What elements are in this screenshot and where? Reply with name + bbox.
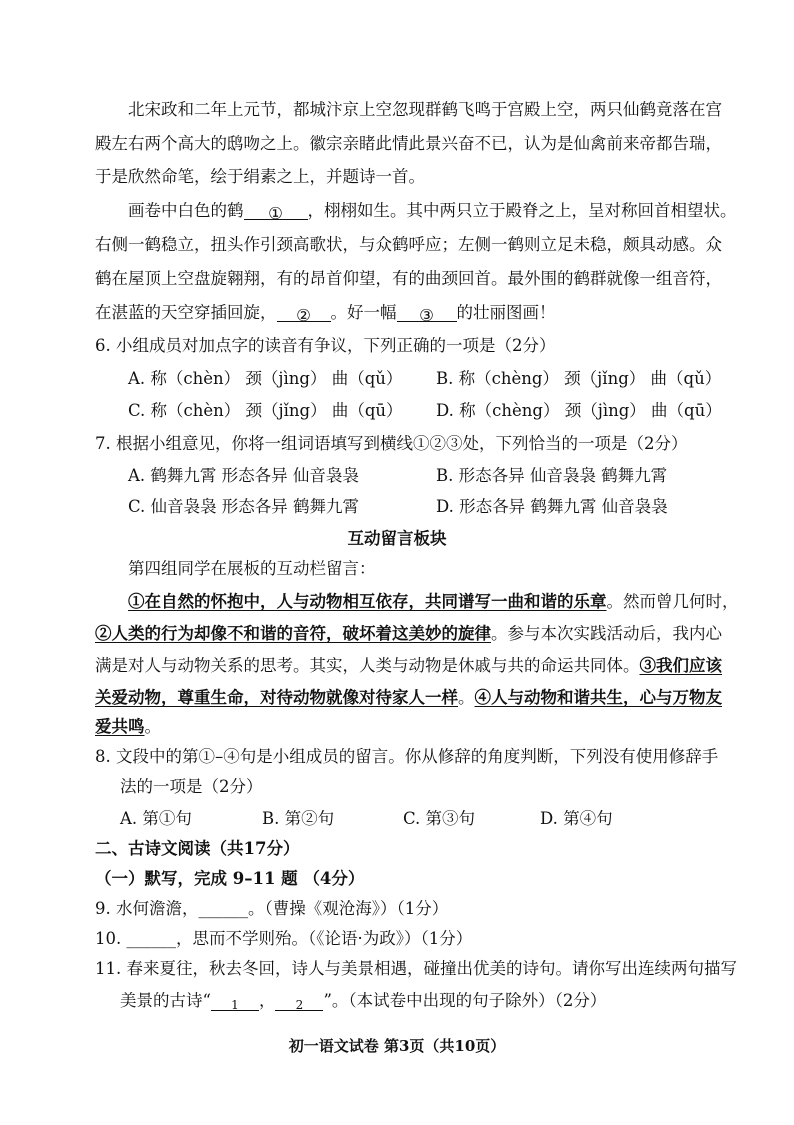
page-footer: 初一语文试卷 第3页（共10页） — [288, 1037, 506, 1055]
text-fragment: 美景的古诗“ — [120, 991, 211, 1010]
q6-option-a: A. 称（chèn） 颈（jìng） 曲（qǔ） — [128, 369, 403, 388]
message-sentence-3: ③我们应该 — [639, 656, 722, 675]
text-fragment: 9. 水何澹澹， — [95, 899, 199, 918]
q6-option-d: D. 称（chèng） 颈（jìng） 曲（qū） — [436, 401, 722, 420]
board-line — [95, 716, 161, 738]
text-fragment: ， — [258, 991, 276, 1010]
intro-line: 殿左右两个高大的鸱吻之上。徽宗亲睹此情此景兴奋不已，认为是仙禽前来帝都告瑞， — [95, 134, 722, 153]
q8-option-b: B. 第②句 — [262, 809, 335, 828]
text-fragment: ，栩栩如生。其中两只立于殿脊之上，呈对称回首相望状。 — [307, 201, 737, 220]
text-fragment: 。参与本次实践活动后，我内心 — [491, 624, 722, 643]
intro-line: 北宋政和二年上元节，都城汴京上空忽现群鹤飞鸣于宫殿上空，两只仙鹤竟落在宫 — [128, 100, 722, 119]
answer-blank: ③ — [397, 305, 457, 322]
text-fragment: 。（曹操《观沧海》）（1分） — [248, 899, 449, 918]
board-intro: 第四组同学在展板的互动栏留言： — [128, 559, 376, 578]
question-11-stem-cont — [120, 990, 606, 1012]
intro-line: 于是欣然命笔，绘于绢素之上，并题诗一首。 — [95, 167, 425, 186]
question-11-stem: 11. 春来夏往，秋去冬回，诗人与美景相遇，碰撞出优美的诗句。请你写出连续两句描写 — [95, 959, 737, 978]
message-sentence-4-cont: 爱共鸣 — [95, 717, 145, 736]
q8-option-a: A. 第①句 — [120, 809, 192, 828]
q8-option-c: C. 第③句 — [403, 809, 476, 828]
text-fragment: 。 — [144, 717, 161, 736]
subsection-title: （一）默写，完成 9–11 题 （4分） — [95, 869, 365, 888]
answer-blank: ② — [277, 305, 331, 322]
question-6-stem: 6. 小组成员对加点字的读音有争议，下列正确的一项是（2分） — [95, 336, 556, 355]
answer-blank: ______ — [126, 929, 176, 948]
message-sentence-3-cont: 关爱动物，尊重生命，对待动物就像对待家人一样 — [95, 688, 458, 707]
q6-option-b: B. 称（chèng） 颈（jǐng） 曲（qǔ） — [436, 369, 722, 388]
board-line — [95, 687, 722, 709]
question-number: 10. — [95, 929, 127, 948]
text-fragment: 。好一幅 — [330, 303, 397, 322]
text-fragment: 。然而曾几何时， — [606, 592, 739, 611]
intro-line — [95, 302, 556, 324]
question-8-stem: 8. 文段中的第①–④句是小组成员的留言。你从修辞的角度判断，下列没有使用修辞手 — [95, 747, 719, 766]
text-fragment: 满是对人与动物关系的思考。其实，人类与动物是休戚与共的命运共同体。 — [95, 656, 640, 675]
q8-option-d: D. 第④句 — [540, 809, 613, 828]
q7-option-b: B. 形态各异 仙音袅袅 鹤舞九霄 — [436, 466, 668, 485]
section-title: 二、古诗文阅读（共17分） — [95, 839, 300, 858]
board-line — [128, 591, 739, 613]
text-fragment: ”。（本试卷中出现的句子除外）（2分） — [323, 991, 607, 1010]
question-8-stem-cont: 法的一项是（2分） — [120, 777, 263, 796]
board-line — [95, 623, 722, 645]
board-line — [95, 655, 722, 677]
text-fragment: 在湛蓝的天空穿插回旋， — [95, 303, 277, 322]
text-fragment: 画卷中白色的鹤 — [128, 201, 244, 220]
answer-blank: ______ — [198, 899, 248, 918]
message-sentence-4: ④人与动物和谐共生，心与万物友 — [474, 688, 722, 707]
intro-line: 右侧一鹤稳立，扭头作引颈高歌状，与众鹤呼应；左侧一鹤则立足未稳，颇具动感。众 — [95, 235, 722, 254]
answer-blank: 1 — [211, 994, 259, 1011]
message-sentence-1: ①在自然的怀抱中，人与动物相互依存，共同谱写一曲和谐的乐章 — [128, 592, 607, 611]
section-heading: 互动留言板块 — [347, 529, 447, 548]
intro-line — [128, 200, 737, 222]
q7-option-d: D. 形态各异 鹤舞九霄 仙音袅袅 — [436, 497, 668, 516]
question-7-stem: 7. 根据小组意见，你将一组词语填写到横线①②③处，下列恰当的一项是（2分） — [95, 434, 688, 453]
message-sentence-2: ②人类的行为却像不和谐的音符，破坏着这美妙的旋律 — [95, 624, 491, 643]
answer-blank: ① — [244, 203, 308, 220]
intro-line: 鹤在屋顶上空盘旋翱翔，有的昂首仰望，有的曲颈回首。最外围的鹤群就像一组音符， — [95, 269, 722, 288]
question-10 — [95, 928, 472, 950]
q7-option-a: A. 鹤舞九霄 形态各异 仙音袅袅 — [128, 466, 359, 485]
q7-option-c: C. 仙音袅袅 形态各异 鹤舞九霄 — [128, 497, 360, 516]
text-fragment: 。 — [458, 688, 475, 707]
text-fragment: 的壮丽图画！ — [456, 303, 556, 322]
q6-option-c: C. 称（chèn） 颈（jǐng） 曲（qū） — [128, 401, 403, 420]
answer-blank: 2 — [275, 994, 323, 1011]
question-9 — [95, 898, 448, 920]
text-fragment: ，思而不学则殆。（《论语·为政》）（1分） — [176, 929, 473, 948]
